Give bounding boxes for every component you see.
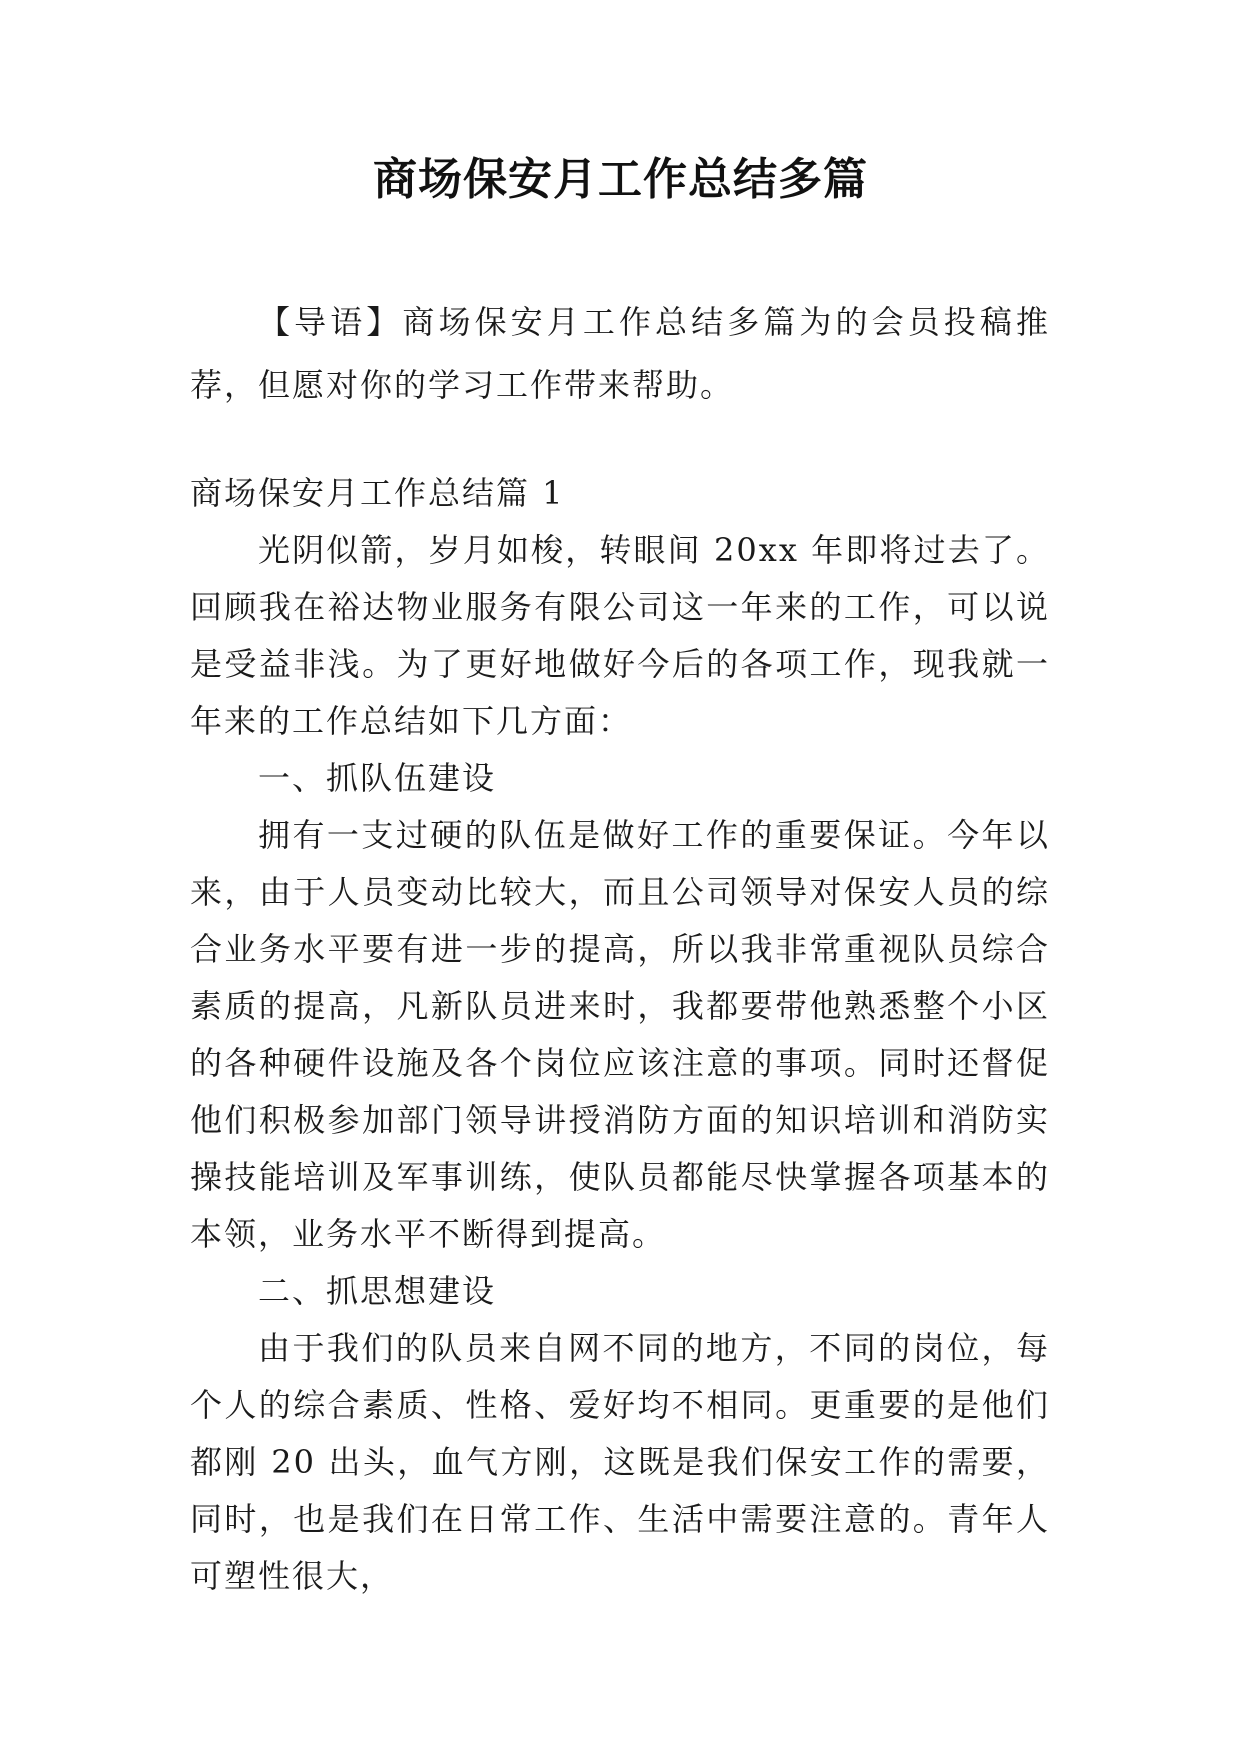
intro-paragraph: 【导语】商场保安月工作总结多篇为的会员投稿推荐，但愿对你的学习工作带来帮助。 — [190, 303, 1050, 404]
paragraph-opening: 光阴似箭，岁月如梭，转眼间 20xx 年即将过去了。回顾我在裕达物业服务有限公司这一年来的工作，可以说是受益非浅。为了更好地做好今后的各项工作，现我就一年来的工作总结如下几方面： — [190, 531, 1050, 740]
paragraph-ideology-building: 由于我们的队员来自网不同的地方，不同的岗位，每个人的综合素质、性格、爱好均不相同。更重要的是他们都刚 20 出头，血气方刚，这既是我们保安工作的需要，同时，也是我们在日常工作、生活中需要注意的。青年人可塑性很大， — [190, 1329, 1050, 1595]
subheading-team-building: 一、抓队伍建设 — [258, 759, 497, 797]
article-body — [190, 465, 1050, 1605]
section-heading: 商场保安月工作总结篇 1 — [190, 474, 565, 512]
subheading-ideology-building: 二、抓思想建设 — [258, 1272, 497, 1310]
paragraph-team-building: 拥有一支过硬的队伍是做好工作的重要保证。今年以来，由于人员变动比较大，而且公司领导对保安人员的综合业务水平要有进一步的提高，所以我非常重视队员综合素质的提高，凡新队员进来时，我都要带他熟悉整个小区的各种硬件设施及各个岗位应该注意的事项。同时还督促他们积极参加部门领导讲授消防方面的知识培训和消防实操技能培训及军事训练，使队员都能尽快掌握各项基本的本领，业务水平不断得到提高。 — [190, 816, 1050, 1253]
document-title: 商场保安月工作总结多篇 — [373, 154, 868, 205]
intro-block — [190, 291, 1050, 417]
